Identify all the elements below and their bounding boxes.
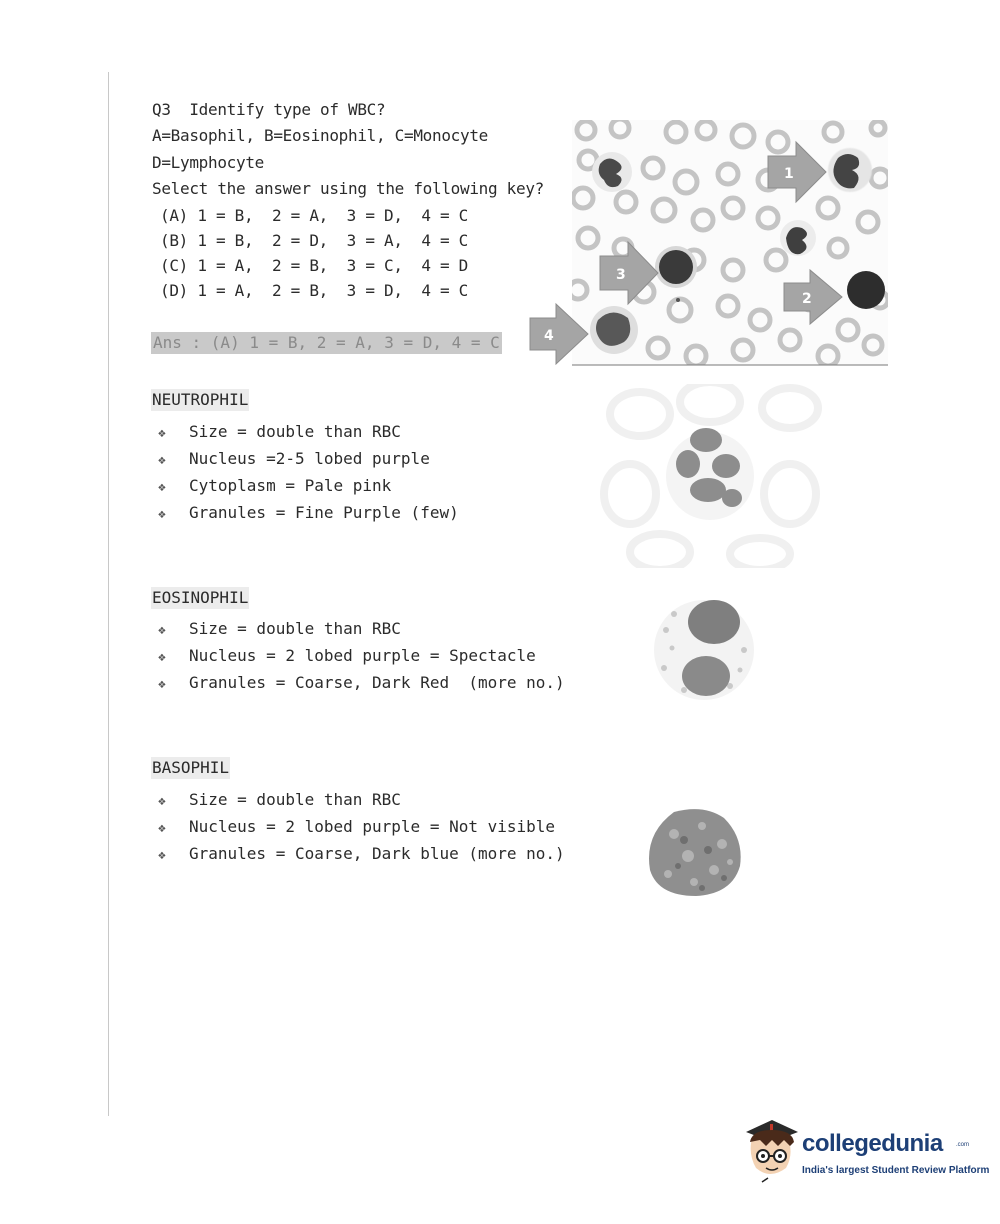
answer-highlight: Ans : (A) 1 = B, 2 = A, 3 = D, 4 = C xyxy=(153,333,500,352)
arrow-label-3: 3 xyxy=(616,267,626,283)
eosinophil-image xyxy=(644,590,764,710)
collegedunia-logo xyxy=(742,1116,990,1188)
basophil-heading: BASOPHIL xyxy=(152,758,230,777)
question-title: Q3 Identify type of WBC? xyxy=(152,100,386,119)
basophil-image xyxy=(644,804,748,900)
arrow-label-2: 2 xyxy=(802,291,812,307)
mascot-icon xyxy=(742,1118,800,1188)
list-item: ❖ Granules = Coarse, Dark blue (more no.) xyxy=(158,844,565,863)
question-key-line-1: A=Basophil, B=Eosinophil, C=Monocyte xyxy=(152,126,488,145)
question-key-line-2: D=Lymphocyte xyxy=(152,153,264,172)
option-c: (C) 1 = A, 2 = B, 3 = C, 4 = D xyxy=(160,256,468,275)
list-item: ❖ Size = double than RBC xyxy=(158,422,401,441)
neutrophil-image xyxy=(600,384,826,568)
question-instruction: Select the answer using the following key? xyxy=(152,179,544,198)
bullet-diamond-icon: ❖ xyxy=(158,426,166,441)
arrow-label-4: 4 xyxy=(544,328,554,344)
bullet-diamond-icon: ❖ xyxy=(158,848,166,863)
rbc-background xyxy=(569,120,889,366)
eosinophil-heading: EOSINOPHIL xyxy=(152,588,249,607)
option-d: (D) 1 = A, 2 = B, 3 = D, 4 = C xyxy=(160,281,468,300)
list-item: ❖ Granules = Fine Purple (few) xyxy=(158,503,459,522)
list-item: ❖ Nucleus = 2 lobed purple = Spectacle xyxy=(158,646,536,665)
blood-smear-figure xyxy=(528,120,890,368)
logo-suffix: .com xyxy=(956,1142,970,1148)
list-item: ❖ Nucleus = 2 lobed purple = Not visible xyxy=(158,817,556,836)
list-item: ❖ Granules = Coarse, Dark Red (more no.) xyxy=(158,673,565,692)
arrow-label-1: 1 xyxy=(784,166,794,182)
bullet-diamond-icon: ❖ xyxy=(158,794,166,809)
bullet-diamond-icon: ❖ xyxy=(158,821,166,836)
page-margin-line xyxy=(108,72,109,1116)
neutrophil-heading: NEUTROPHIL xyxy=(152,390,249,409)
bullet-diamond-icon: ❖ xyxy=(158,507,166,522)
bullet-diamond-icon: ❖ xyxy=(158,453,166,468)
list-item: ❖ Cytoplasm = Pale pink xyxy=(158,476,392,495)
bullet-diamond-icon: ❖ xyxy=(158,650,166,665)
bullet-diamond-icon: ❖ xyxy=(158,623,166,638)
list-item: ❖ Size = double than RBC xyxy=(158,790,401,809)
option-a: (A) 1 = B, 2 = A, 3 = D, 4 = C xyxy=(160,206,468,225)
logo-tagline: India's largest Student Review Platform xyxy=(802,1165,990,1176)
list-item: ❖ Nucleus =2-5 lobed purple xyxy=(158,449,430,468)
bullet-diamond-icon: ❖ xyxy=(158,480,166,495)
list-item: ❖ Size = double than RBC xyxy=(158,619,401,638)
option-b: (B) 1 = B, 2 = D, 3 = A, 4 = C xyxy=(160,231,468,250)
bullet-diamond-icon: ❖ xyxy=(158,677,166,692)
logo-wordmark: collegedunia xyxy=(802,1130,943,1157)
